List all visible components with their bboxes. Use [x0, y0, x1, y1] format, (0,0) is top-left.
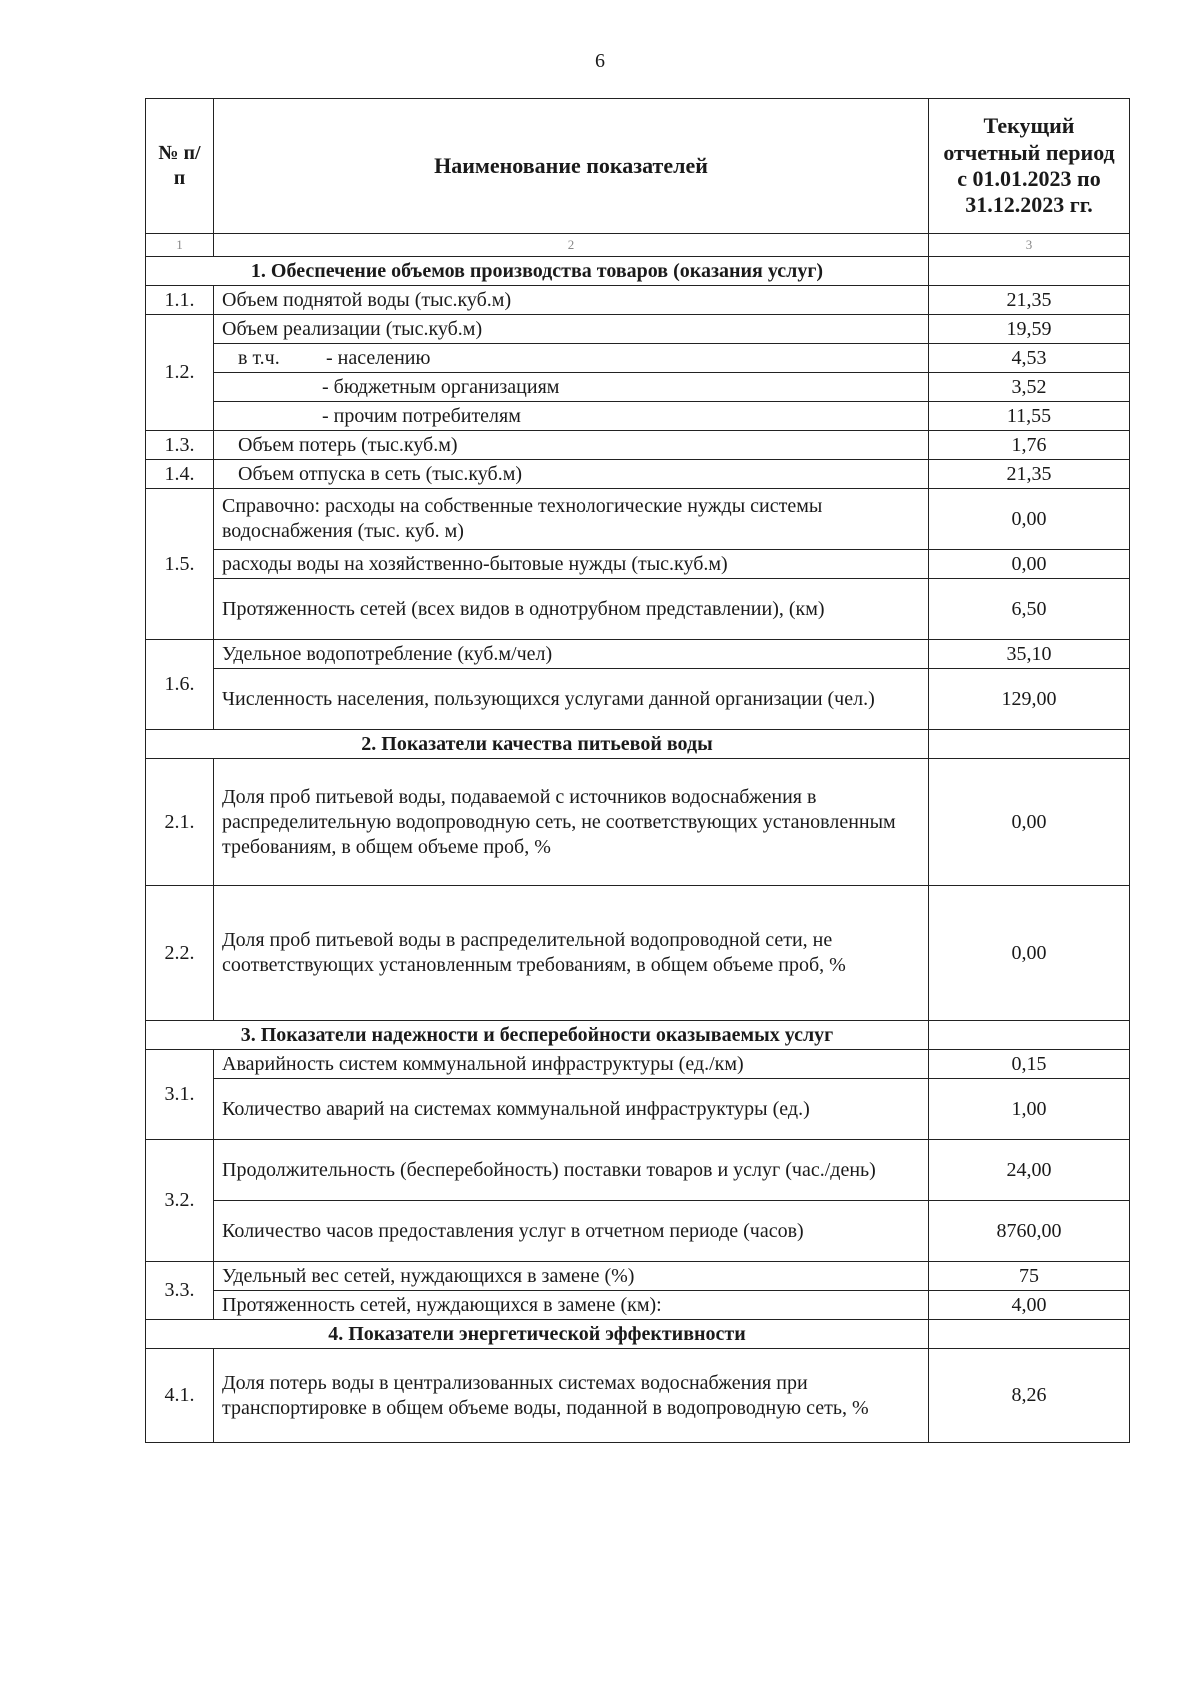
row-number: 1.1.	[146, 286, 214, 315]
table-row	[146, 373, 1130, 402]
section-row	[146, 730, 1130, 759]
row-name: Удельное водопотребление (куб.м/чел)	[214, 640, 929, 669]
row-name: Доля проб питьевой воды, подаваемой с источников водоснабжения в распределительную водопроводную сеть, не соответствующих установленным требованиям, в общем объеме проб, %	[214, 759, 929, 886]
header-indicator-name: Наименование показателей	[214, 99, 929, 234]
row-name: Продолжительность (бесперебойность) поставки товаров и услуг (час./день)	[214, 1140, 929, 1201]
row-value: 0,00	[929, 759, 1130, 886]
column-number: 1	[146, 234, 214, 257]
row-name: - бюджетным организациям	[214, 373, 929, 402]
row-value: 75	[929, 1262, 1130, 1291]
column-number: 2	[214, 234, 929, 257]
row-value: 0,00	[929, 489, 1130, 550]
row-value: 24,00	[929, 1140, 1130, 1201]
row-value: 0,00	[929, 886, 1130, 1021]
row-value: 4,00	[929, 1291, 1130, 1320]
row-number: 2.1.	[146, 759, 214, 886]
row-number: 3.2.	[146, 1140, 214, 1262]
row-name: - прочим потребителям	[214, 402, 929, 431]
row-value: 21,35	[929, 460, 1130, 489]
row-name: Объем потерь (тыс.куб.м)	[214, 431, 929, 460]
table-row	[146, 286, 1130, 315]
row-name: Аварийность систем коммунальной инфраструктуры (ед./км)	[214, 1050, 929, 1079]
row-name: Объем поднятой воды (тыс.куб.м)	[214, 286, 929, 315]
row-name: расходы воды на хозяйственно-бытовые нужды (тыс.куб.м)	[214, 550, 929, 579]
row-name: Численность населения, пользующихся услугами данной организации (чел.)	[214, 669, 929, 730]
row-value: 21,35	[929, 286, 1130, 315]
row-name: Протяженность сетей (всех видов в однотрубном представлении), (км)	[214, 579, 929, 640]
table-row	[146, 1079, 1130, 1140]
row-number: 1.2.	[146, 315, 214, 431]
row-name: Протяженность сетей, нуждающихся в замене (км):	[214, 1291, 929, 1320]
row-number: 3.3.	[146, 1262, 214, 1320]
table-header-row	[146, 99, 1130, 234]
section-title: 4. Показатели энергетической эффективности	[146, 1320, 929, 1349]
indicators-table	[145, 98, 1130, 1443]
row-value: 8760,00	[929, 1201, 1130, 1262]
row-number: 4.1.	[146, 1349, 214, 1443]
row-number: 1.4.	[146, 460, 214, 489]
page-number: 6	[595, 50, 605, 72]
table-row	[146, 1349, 1130, 1443]
table-row	[146, 1291, 1130, 1320]
row-number: 3.1.	[146, 1050, 214, 1140]
table-row	[146, 344, 1130, 373]
row-name-text: - населению	[326, 346, 431, 369]
section-title: 3. Показатели надежности и бесперебойности оказываемых услуг	[146, 1021, 929, 1050]
row-value: 129,00	[929, 669, 1130, 730]
row-value: 6,50	[929, 579, 1130, 640]
table-row	[146, 1262, 1130, 1291]
section-row	[146, 1021, 1130, 1050]
section-title: 1. Обеспечение объемов производства товаров (оказания услуг)	[146, 257, 929, 286]
column-numbers-row	[146, 234, 1130, 257]
table-row	[146, 886, 1130, 1021]
table-row	[146, 1050, 1130, 1079]
row-value: 1,76	[929, 431, 1130, 460]
row-prefix: в т.ч.	[238, 346, 280, 369]
row-value: 0,00	[929, 550, 1130, 579]
row-number: 1.6.	[146, 640, 214, 730]
table-row	[146, 315, 1130, 344]
table-row	[146, 550, 1130, 579]
row-name: Объем отпуска в сеть (тыс.куб.м)	[214, 460, 929, 489]
table-row	[146, 431, 1130, 460]
table-row	[146, 1140, 1130, 1201]
table-row	[146, 669, 1130, 730]
row-name: Доля проб питьевой воды в распределительной водопроводной сети, не соответствующих установленным требованиям, в общем объеме проб, %	[214, 886, 929, 1021]
row-number: 1.5.	[146, 489, 214, 640]
row-number: 2.2.	[146, 886, 214, 1021]
row-name: Количество часов предоставления услуг в отчетном периоде (часов)	[214, 1201, 929, 1262]
table-row	[146, 1201, 1130, 1262]
section-row	[146, 257, 1130, 286]
row-name	[214, 344, 929, 373]
row-value: 11,55	[929, 402, 1130, 431]
row-value: 0,15	[929, 1050, 1130, 1079]
row-value: 4,53	[929, 344, 1130, 373]
row-name: Удельный вес сетей, нуждающихся в замене (%)	[214, 1262, 929, 1291]
section-row	[146, 1320, 1130, 1349]
table-row	[146, 759, 1130, 886]
row-number: 1.3.	[146, 431, 214, 460]
row-value: 1,00	[929, 1079, 1130, 1140]
row-name: Доля потерь воды в централизованных системах водоснабжения при транспортировке в общем объеме воды, поданной в водопроводную сеть, %	[214, 1349, 929, 1443]
row-name: Количество аварий на системах коммунальной инфраструктуры (ед.)	[214, 1079, 929, 1140]
table-row	[146, 402, 1130, 431]
row-name: Справочно: расходы на собственные технологические нужды системы водоснабжения (тыс. куб. м)	[214, 489, 929, 550]
column-number: 3	[929, 234, 1130, 257]
row-value: 19,59	[929, 315, 1130, 344]
table-row	[146, 579, 1130, 640]
header-number: № п/п	[146, 99, 214, 234]
row-value: 3,52	[929, 373, 1130, 402]
row-value: 8,26	[929, 1349, 1130, 1443]
header-period: Текущий отчетный период с 01.01.2023 по 31.12.2023 гг.	[929, 99, 1130, 234]
table-row	[146, 460, 1130, 489]
section-title: 2. Показатели качества питьевой воды	[146, 730, 929, 759]
row-name: Объем реализации (тыс.куб.м)	[214, 315, 929, 344]
row-value: 35,10	[929, 640, 1130, 669]
table-row	[146, 640, 1130, 669]
table-row	[146, 489, 1130, 550]
